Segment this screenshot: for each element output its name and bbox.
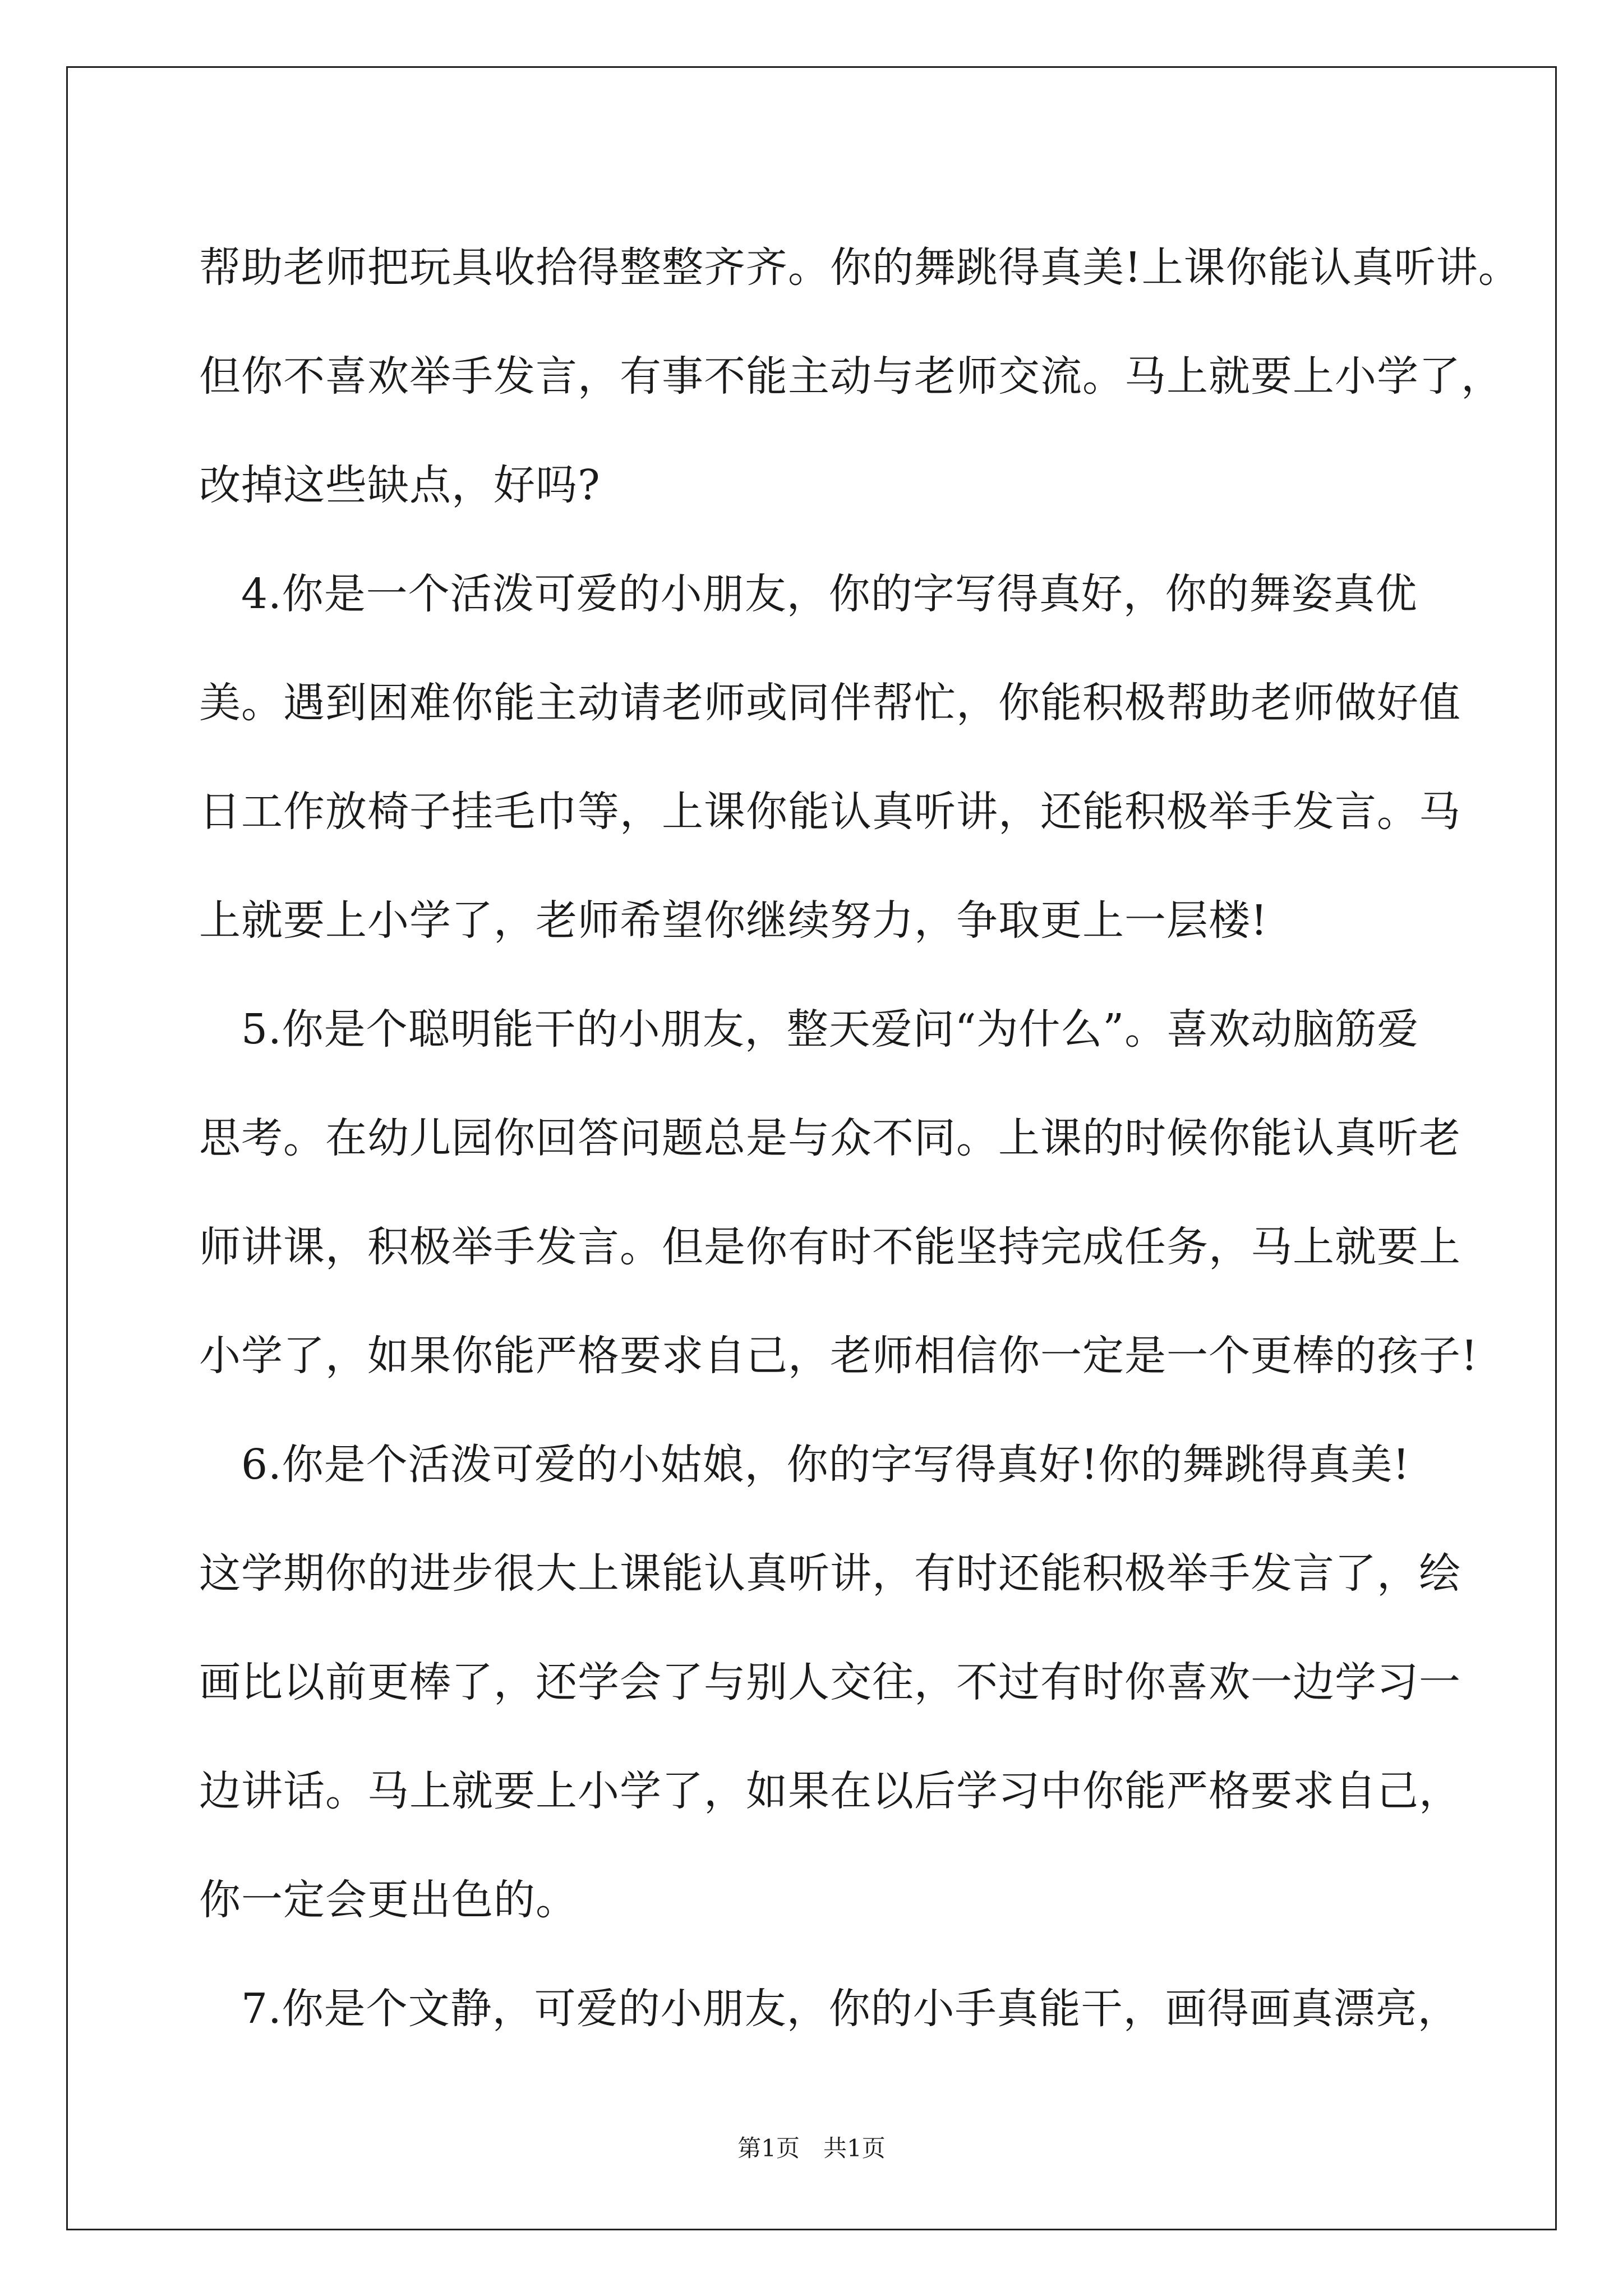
text-line: 上就要上小学了，老师希望你继续努力，争取更上一层楼!: [199, 896, 1268, 945]
page-number-footer: 第1页 共1页: [737, 2134, 886, 2162]
text-line: 4.你是一个活泼可爱的小朋友，你的字写得真好，你的舞姿真优: [199, 570, 1418, 618]
text-line: 画比以前更棒了，还学会了与别人交往，不过有时你喜欢一边学习一: [199, 1658, 1461, 1706]
document-body: [199, 213, 1520, 2063]
text-line: 美。遇到困难你能主动请老师或同伴帮忙，你能积极帮助老师做好值: [199, 679, 1461, 727]
text-line: 但你不喜欢举手发言，有事不能主动与老师交流。马上就要上小学了，: [199, 352, 1503, 401]
text-line: 这学期你的进步很大上课能认真听讲，有时还能积极举手发言了，绘: [199, 1549, 1461, 1598]
text-line: 6.你是个活泼可爱的小姑娘，你的字写得真好!你的舞跳得真美!: [199, 1441, 1410, 1489]
text-line: 帮助老师把玩具收拾得整整齐齐。你的舞跳得真美!上课你能认真听讲。: [199, 243, 1520, 292]
text-line: 5.你是个聪明能干的小朋友，整天爱问“为什么”。喜欢动脑筋爱: [199, 1005, 1419, 1053]
text-line: 你一定会更出色的。: [199, 1876, 578, 1924]
text-line: 边讲话。马上就要上小学了，如果在以后学习中你能严格要求自己，: [199, 1767, 1461, 1815]
text-line: 思考。在幼儿园你回答问题总是与众不同。上课的时候你能认真听老: [199, 1114, 1461, 1162]
text-line: 日工作放椅子挂毛巾等，上课你能认真听讲，还能积极举手发言。马: [199, 788, 1461, 836]
text-line: 改掉这些缺点，好吗?: [199, 461, 601, 509]
text-line: 师讲课，积极举手发言。但是你有时不能坚持完成任务，马上就要上: [199, 1223, 1461, 1271]
text-line: 7.你是个文静，可爱的小朋友，你的小手真能干，画得画真漂亮，: [199, 1985, 1460, 2033]
text-line: 小学了，如果你能严格要求自己，老师相信你一定是一个更棒的孩子!: [199, 1332, 1478, 1380]
